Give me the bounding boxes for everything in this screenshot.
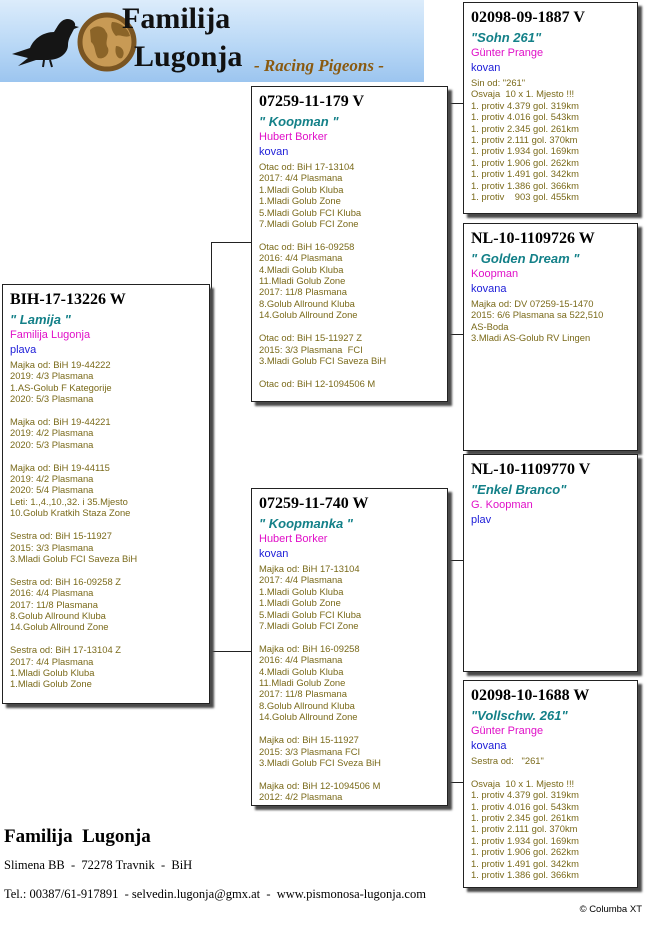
ring-number: NL-10-1109770 V bbox=[471, 461, 591, 478]
breeder-name: Günter Prange bbox=[471, 47, 544, 59]
pigeon-notes: Majka od: BiH 17-13104 2017: 4/4 Plasmana 1.Mladi Golub Kluba 1.Mladi Golub Zone 5.Mladi Golub FCI Kluba 7.Mladi Golub FCI Zone Majka od: BiH 16-09258 2016: 4/4 Plasmana 4.Mladi Golub Kluba 11.Mladi Golub Zone 2017: 11/8 Plasmana 8.Golub Allround Kluba 14.Golub Allround Zone Majka od: BiH 15-11927 2015: 3/3 Plasmana FCI 3.Mladi Golub FCI Sveza BiH Majka od: BiH 12-1094506 M 2012: 4/2 Plasmana bbox=[259, 563, 381, 803]
pigeon-name: " Koopmanka " bbox=[259, 516, 353, 531]
footer-name: Familija Lugonja bbox=[4, 826, 151, 847]
footer-address: Slimena BB - 72278 Travnik - BiH bbox=[4, 858, 193, 872]
pigeon-card-subject bbox=[2, 284, 210, 704]
breeder-name: Familija Lugonja bbox=[10, 329, 91, 341]
header-title-line2: Lugonja bbox=[134, 40, 243, 73]
pigeon-card-dam-dam bbox=[463, 680, 638, 888]
pigeon-color: kovan bbox=[259, 548, 289, 560]
connector-to-c4 bbox=[448, 103, 463, 104]
pigeon-color: kovana bbox=[471, 740, 507, 752]
pigeon-notes: Majka od: DV 07259-15-1470 2015: 6/6 Plasmana sa 522,510 AS-Boda 3.Mladi AS-Golub RV Lingen bbox=[471, 298, 604, 344]
ring-number: BIH-17-13226 W bbox=[10, 291, 126, 308]
breeder-name: Hubert Borker bbox=[259, 131, 328, 143]
connector-to-c7 bbox=[448, 782, 463, 783]
ring-number: 02098-10-1688 W bbox=[471, 687, 590, 704]
pigeon-icon bbox=[10, 8, 80, 68]
breeder-name: Hubert Borker bbox=[259, 533, 328, 545]
pigeon-notes: Sestra od: "261" Osvaja 10 x 1. Mjesto !!! 1. protiv 4.379 gol. 319km 1. protiv 4.016 gol. 543km 1. protiv 2.345 gol. 261km 1. protiv 2.111 gol. 370km 1. protiv 1.934 gol. 169km 1. protiv 1.906 gol. 262km 1. protiv 1.491 gol. 342km 1. protiv 1.386 gol. 366km bbox=[471, 755, 579, 881]
breeder-name: Koopman bbox=[471, 268, 519, 280]
connector-to-sire bbox=[211, 242, 251, 243]
connector-to-dam bbox=[211, 651, 251, 652]
pigeon-name: "Vollschw. 261" bbox=[471, 708, 568, 723]
connector-to-c6 bbox=[448, 560, 463, 561]
pigeon-name: " Golden Dream " bbox=[471, 251, 580, 266]
header-banner bbox=[0, 0, 424, 82]
pigeon-color: kovana bbox=[471, 283, 507, 295]
breeder-name: G. Koopman bbox=[471, 499, 533, 511]
pigeon-notes: Majka od: BiH 19-44222 2019: 4/3 Plasmana 1.AS-Golub F Kategorije 2020: 5/3 Plasmana Majka od: BiH 19-44221 2019: 4/2 Plasmana 2020: 5/3 Plasmana Majka od: BiH 19-44115 2019: 4/2 Plasmana 2020: 5/4 Plasmana Leti: 1.,4.,10.,32. i 35.Mjesto 10.Golub Kratkih Staza Zone Sestra od: BiH 15-11927 2015: 3/3 Plasmana 3.Mladi Golub FCI Saveza BiH Sestra od: BiH 16-09258 Z 2016: 4/4 Plasmana 2017: 11/8 Plasmana 8.Golub Allround Kluba 14.Golub Allround Zone Sestra od: BiH 17-13104 Z 2017: 4/4 Plasmana 1.Mladi Golub Kluba 1.Mladi Golub Zone bbox=[10, 359, 138, 690]
pigeon-color: kovan bbox=[259, 146, 289, 158]
pigeon-notes: Otac od: BiH 17-13104 2017: 4/4 Plasmana 1.Mladi Golub Kluba 1.Mladi Golub Zone 5.Mladi Golub FCI Kluba 7.Mladi Golub FCI Zone Otac od: BiH 16-09258 2016: 4/4 Plasmana 4.Mladi Golub Kluba 11.Mladi Golub Zone 2017: 11/8 Plasmana 8.Golub Allround Kluba 14.Golub Allround Zone Otac od: BiH 15-11927 Z 2015: 3/3 Plasmana FCI 3.Mladi Golub FCI Saveza BiH Otac od: BiH 12-1094506 M bbox=[259, 161, 387, 389]
pigeon-name: " Lamija " bbox=[10, 312, 71, 327]
pigeon-name: " Koopman " bbox=[259, 114, 339, 129]
breeder-name: Günter Prange bbox=[471, 725, 544, 737]
pigeon-card-sire-sire bbox=[463, 2, 638, 214]
header-subtitle: - Racing Pigeons - bbox=[254, 56, 384, 75]
footer-contact: Tel.: 00387/61-917891 - selvedin.lugonja@gmx.at - www.pismonosa-lugonja.com bbox=[4, 887, 426, 901]
software-credit: © Columba XT bbox=[579, 904, 642, 915]
ring-number: 07259-11-740 W bbox=[259, 495, 369, 512]
ring-number: NL-10-1109726 W bbox=[471, 230, 595, 247]
pigeon-card-sire-dam bbox=[463, 223, 638, 451]
pigeon-name: "Enkel Branco" bbox=[471, 482, 567, 497]
ring-number: 02098-09-1887 V bbox=[471, 9, 585, 26]
connector-left-v bbox=[211, 242, 212, 652]
ring-number: 07259-11-179 V bbox=[259, 93, 365, 110]
connector-bot-v bbox=[448, 560, 449, 782]
pigeon-color: plava bbox=[10, 344, 37, 356]
connector-to-c5 bbox=[448, 334, 463, 335]
header-title-line1: Familija bbox=[122, 2, 231, 35]
pigeon-color: kovan bbox=[471, 62, 501, 74]
pigeon-name: "Sohn 261" bbox=[471, 30, 542, 45]
pigeon-notes: Sin od: "261" Osvaja 10 x 1. Mjesto !!! 1. protiv 4.379 gol. 319km 1. protiv 4.016 gol. 543km 1. protiv 2.345 gol. 261km 1. protiv 2.111 gol. 370km 1. protiv 1.934 gol. 169km 1. protiv 1.906 gol. 262km 1. protiv 1.491 gol. 342km 1. protiv 1.386 gol. 366km 1. protiv 903 gol. 455km bbox=[471, 77, 579, 203]
pigeon-card-dam-sire bbox=[463, 454, 638, 672]
pigeon-card-dam bbox=[251, 488, 448, 806]
pigeon-color: plav bbox=[471, 514, 492, 526]
pigeon-card-sire bbox=[251, 86, 448, 402]
